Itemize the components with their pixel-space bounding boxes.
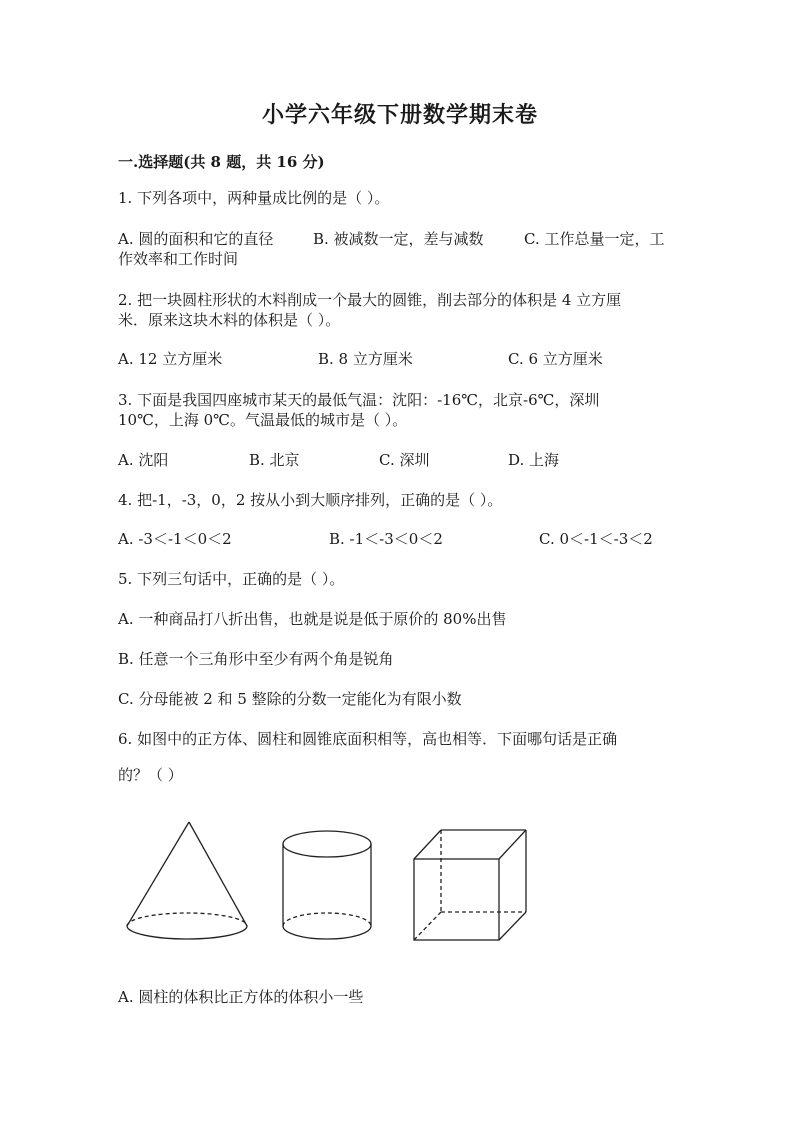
cone-figure <box>127 822 247 939</box>
section-heading: 一.选择题(共 8 题，共 16 分) <box>118 153 325 171</box>
cube-figure <box>414 830 526 940</box>
q3-option-d: D. 上海 <box>508 451 560 469</box>
q2-option-a: A. 12 立方厘米 <box>118 350 223 368</box>
question-3-stem-line2: 10℃，上海 0℃。气温最低的城市是（ ）。 <box>118 411 408 429</box>
q6-option-a: A. 圆柱的体积比正方体的体积小一些 <box>118 988 364 1006</box>
q1-option-c: C. 工作总量一定，工 <box>524 230 665 248</box>
q5-option-c: C. 分母能被 2 和 5 整除的分数一定能化为有限小数 <box>118 690 462 708</box>
q3-option-a: A. 沈阳 <box>118 451 169 469</box>
q4-option-c: C. 0＜-1＜-3＜2 <box>539 530 653 548</box>
question-3-stem-line1: 3. 下面是我国四座城市某天的最低气温：沈阳：-16℃，北京-6℃，深圳 <box>118 391 600 409</box>
solids-figure <box>118 815 558 950</box>
question-2-stem-line2: 米．原来这块木料的体积是（ ）。 <box>118 311 341 329</box>
q1-option-b: B. 被减数一定，差与减数 <box>313 230 484 248</box>
question-2-stem-line1: 2. 把一块圆柱形状的木料削成一个最大的圆锥，削去部分的体积是 4 立方厘 <box>118 291 622 309</box>
question-5-stem: 5. 下列三句话中，正确的是（ ）。 <box>118 570 345 588</box>
q2-option-c: C. 6 立方厘米 <box>508 350 603 368</box>
q3-option-b: B. 北京 <box>249 451 300 469</box>
question-1-stem: 1. 下列各项中，两种量成比例的是（ ）。 <box>118 189 390 207</box>
q4-option-b: B. -1＜-3＜0＜2 <box>329 530 443 548</box>
question-6-stem-line2: 的？（ ） <box>118 766 183 784</box>
question-4-stem: 4. 把-1，-3，0，2 按从小到大顺序排列，正确的是（ ）。 <box>118 491 503 509</box>
page-title: 小学六年级下册数学期末卷 <box>261 102 538 128</box>
q4-option-a: A. -3＜-1＜0＜2 <box>118 530 232 548</box>
q1-option-a: A. 圆的面积和它的直径 <box>118 230 274 248</box>
cylinder-figure <box>283 831 371 939</box>
q5-option-b: B. 任意一个三角形中至少有两个角是锐角 <box>118 650 394 668</box>
question-6-stem-line1: 6. 如图中的正方体、圆柱和圆锥底面积相等，高也相等．下面哪句话是正确 <box>118 730 618 748</box>
q2-option-b: B. 8 立方厘米 <box>318 350 413 368</box>
q5-option-a: A. 一种商品打八折出售，也就是说是低于原价的 80%出售 <box>118 610 507 628</box>
q1-option-c-continued: 作效率和工作时间 <box>118 250 239 268</box>
q3-option-c: C. 深圳 <box>379 451 430 469</box>
